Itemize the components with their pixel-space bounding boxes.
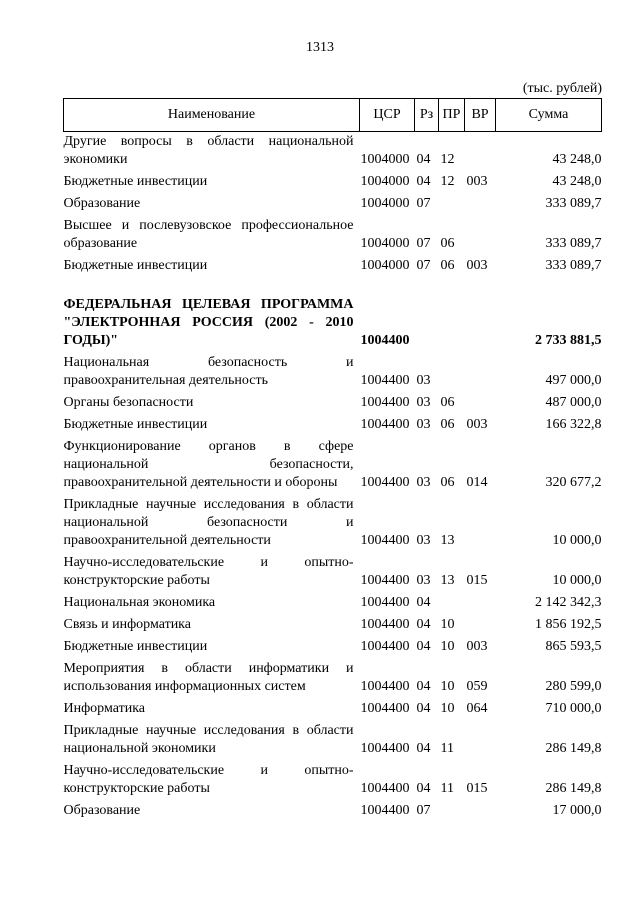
budget-table <box>63 98 602 823</box>
cell-name: Бюджетные инвестиции <box>63 639 208 654</box>
cell-rz: 04 <box>416 679 431 694</box>
table-row <box>64 637 602 659</box>
cell-name: Образование <box>63 196 141 211</box>
cell-csr: 1004000 <box>360 258 410 273</box>
cell-vr <box>465 353 496 393</box>
cell-rz: 07 <box>416 258 431 273</box>
cell-csr: 1004400 <box>360 617 410 632</box>
cell-name: Бюджетные инвестиции <box>63 258 208 273</box>
table-row <box>64 761 602 801</box>
cell-pr: 06 <box>440 475 455 490</box>
cell-rz: 03 <box>416 475 431 490</box>
cell-sum: 286 149,8 <box>545 741 602 756</box>
cell-vr: 059 <box>466 679 488 694</box>
cell-pr: 10 <box>440 639 455 654</box>
cell-sum: 1 856 192,5 <box>535 617 602 632</box>
cell-sum: 166 322,8 <box>545 417 602 432</box>
table-row <box>64 615 602 637</box>
cell-pr: 11 <box>440 781 454 796</box>
table-row <box>64 801 602 823</box>
cell-name: ФЕДЕРАЛЬНАЯ ЦЕЛЕВАЯ ПРОГРАММА "ЭЛЕКТРОННАЯ РОССИЯ (2002 - 2010 ГОДЫ)" <box>63 297 354 348</box>
cell-vr: 003 <box>466 639 488 654</box>
cell-sum: 43 248,0 <box>552 174 602 189</box>
cell-csr: 1004400 <box>360 741 410 756</box>
header-vr: ВР <box>465 99 496 132</box>
table-row <box>64 593 602 615</box>
cell-vr <box>465 194 496 216</box>
cell-sum: 497 000,0 <box>545 373 602 388</box>
cell-csr: 1004400 <box>360 679 410 694</box>
cell-name: Высшее и послевузовское профессиональное образование <box>63 218 354 251</box>
cell-csr: 1004400 <box>360 573 410 588</box>
table-row <box>64 194 602 216</box>
cell-vr: 015 <box>466 573 488 588</box>
cell-vr: 003 <box>466 174 488 189</box>
table-row <box>64 353 602 393</box>
cell-vr <box>465 278 496 353</box>
cell-csr: 1004400 <box>360 333 410 348</box>
cell-sum: 43 248,0 <box>552 152 602 167</box>
table-row <box>64 256 602 278</box>
cell-name: Бюджетные инвестиции <box>63 417 208 432</box>
cell-sum: 10 000,0 <box>552 533 602 548</box>
cell-name: Научно-исследовательские и опытно-конструкторские работы <box>63 763 354 796</box>
cell-vr <box>465 615 496 637</box>
cell-pr: 13 <box>440 533 455 548</box>
cell-csr: 1004400 <box>360 781 410 796</box>
cell-sum: 487 000,0 <box>545 395 602 410</box>
cell-name: Научно-исследовательские и опытно-конструкторские работы <box>63 555 354 588</box>
cell-rz: 03 <box>416 533 431 548</box>
cell-rz: 04 <box>416 152 431 167</box>
cell-sum: 17 000,0 <box>552 803 602 818</box>
table-row <box>64 393 602 415</box>
cell-pr: 10 <box>440 617 455 632</box>
cell-pr <box>439 278 465 353</box>
cell-vr <box>465 801 496 823</box>
cell-name: Прикладные научные исследования в области национальной экономики <box>63 723 354 756</box>
cell-vr <box>465 393 496 415</box>
cell-vr: 003 <box>466 258 488 273</box>
cell-rz: 07 <box>416 236 431 251</box>
cell-sum: 333 089,7 <box>545 236 602 251</box>
cell-sum: 333 089,7 <box>545 258 602 273</box>
table-row <box>64 659 602 699</box>
cell-pr: 12 <box>440 152 455 167</box>
cell-name: Мероприятия в области информатики и использования информационных систем <box>63 661 354 694</box>
cell-vr <box>465 495 496 553</box>
table-row <box>64 415 602 437</box>
cell-csr: 1004400 <box>360 639 410 654</box>
table-row <box>64 553 602 593</box>
table-header <box>64 99 602 132</box>
cell-rz <box>415 278 439 353</box>
cell-sum: 865 593,5 <box>545 639 602 654</box>
header-pr: ПР <box>439 99 465 132</box>
cell-name: Бюджетные инвестиции <box>63 174 208 189</box>
table-row <box>64 216 602 256</box>
cell-csr: 1004000 <box>360 196 410 211</box>
cell-vr <box>465 216 496 256</box>
header-sum: Сумма <box>496 99 602 132</box>
cell-name: Национальная экономика <box>63 595 216 610</box>
cell-rz: 04 <box>416 595 431 610</box>
cell-rz: 04 <box>416 701 431 716</box>
header-row <box>64 99 602 132</box>
cell-rz: 04 <box>416 781 431 796</box>
cell-pr: 10 <box>440 679 455 694</box>
cell-pr: 13 <box>440 573 455 588</box>
cell-csr: 1004400 <box>360 803 410 818</box>
cell-name: Национальная безопасность и правоохранительная деятельность <box>63 355 354 388</box>
cell-pr: 06 <box>440 395 455 410</box>
cell-vr <box>465 593 496 615</box>
units-note: (тыс. рублей) <box>522 81 602 96</box>
cell-sum: 2 142 342,3 <box>535 595 602 610</box>
cell-name: Образование <box>63 803 141 818</box>
cell-vr: 064 <box>466 701 488 716</box>
cell-sum: 333 089,7 <box>545 196 602 211</box>
cell-csr: 1004400 <box>360 475 410 490</box>
cell-vr <box>465 721 496 761</box>
cell-sum: 320 677,2 <box>545 475 602 490</box>
page-number: 1313 <box>306 40 334 55</box>
cell-csr: 1004400 <box>360 701 410 716</box>
cell-name: Другие вопросы в области национальной экономики <box>63 134 354 167</box>
cell-vr <box>465 132 496 173</box>
cell-pr <box>439 593 465 615</box>
cell-rz: 07 <box>416 196 431 211</box>
cell-csr: 1004000 <box>360 174 410 189</box>
cell-rz: 03 <box>416 395 431 410</box>
cell-name: Функционирование органов в сфере национальной безопасности, правоохранительной деятельности и обороны <box>63 439 354 490</box>
cell-csr: 1004400 <box>360 395 410 410</box>
cell-sum: 10 000,0 <box>552 573 602 588</box>
table-row <box>64 132 602 173</box>
cell-pr: 06 <box>440 236 455 251</box>
cell-name: Прикладные научные исследования в области национальной безопасности и правоохранительной деятельности <box>63 497 354 548</box>
table-row <box>64 278 602 353</box>
cell-vr: 014 <box>466 475 488 490</box>
cell-pr: 06 <box>440 258 455 273</box>
cell-csr: 1004000 <box>360 236 410 251</box>
cell-rz: 07 <box>416 803 431 818</box>
cell-name: Связь и информатика <box>63 617 191 632</box>
cell-pr: 12 <box>440 174 455 189</box>
cell-rz: 04 <box>416 741 431 756</box>
cell-sum: 280 599,0 <box>545 679 602 694</box>
header-csr: ЦСР <box>360 99 415 132</box>
cell-csr: 1004400 <box>360 417 410 432</box>
cell-csr: 1004400 <box>360 595 410 610</box>
cell-pr <box>439 801 465 823</box>
cell-rz: 03 <box>416 417 431 432</box>
table-row <box>64 172 602 194</box>
table-row <box>64 699 602 721</box>
cell-rz: 03 <box>416 373 431 388</box>
cell-rz: 04 <box>416 617 431 632</box>
table-body <box>64 132 602 824</box>
header-name: Наименование <box>64 99 360 132</box>
cell-name: Органы безопасности <box>63 395 194 410</box>
table-row <box>64 437 602 495</box>
cell-sum: 2 733 881,5 <box>535 333 602 348</box>
cell-rz: 04 <box>416 174 431 189</box>
table-row <box>64 495 602 553</box>
cell-pr: 06 <box>440 417 455 432</box>
cell-csr: 1004000 <box>360 152 410 167</box>
cell-pr: 10 <box>440 701 455 716</box>
cell-vr: 015 <box>466 781 488 796</box>
cell-pr <box>439 194 465 216</box>
cell-pr: 11 <box>440 741 454 756</box>
cell-vr: 003 <box>466 417 488 432</box>
cell-csr: 1004400 <box>360 373 410 388</box>
cell-name: Информатика <box>63 701 145 716</box>
table-row <box>64 721 602 761</box>
cell-sum: 286 149,8 <box>545 781 602 796</box>
cell-pr <box>439 353 465 393</box>
cell-rz: 03 <box>416 573 431 588</box>
cell-csr: 1004400 <box>360 533 410 548</box>
cell-rz: 04 <box>416 639 431 654</box>
cell-sum: 710 000,0 <box>545 701 602 716</box>
header-rz: Рз <box>415 99 439 132</box>
